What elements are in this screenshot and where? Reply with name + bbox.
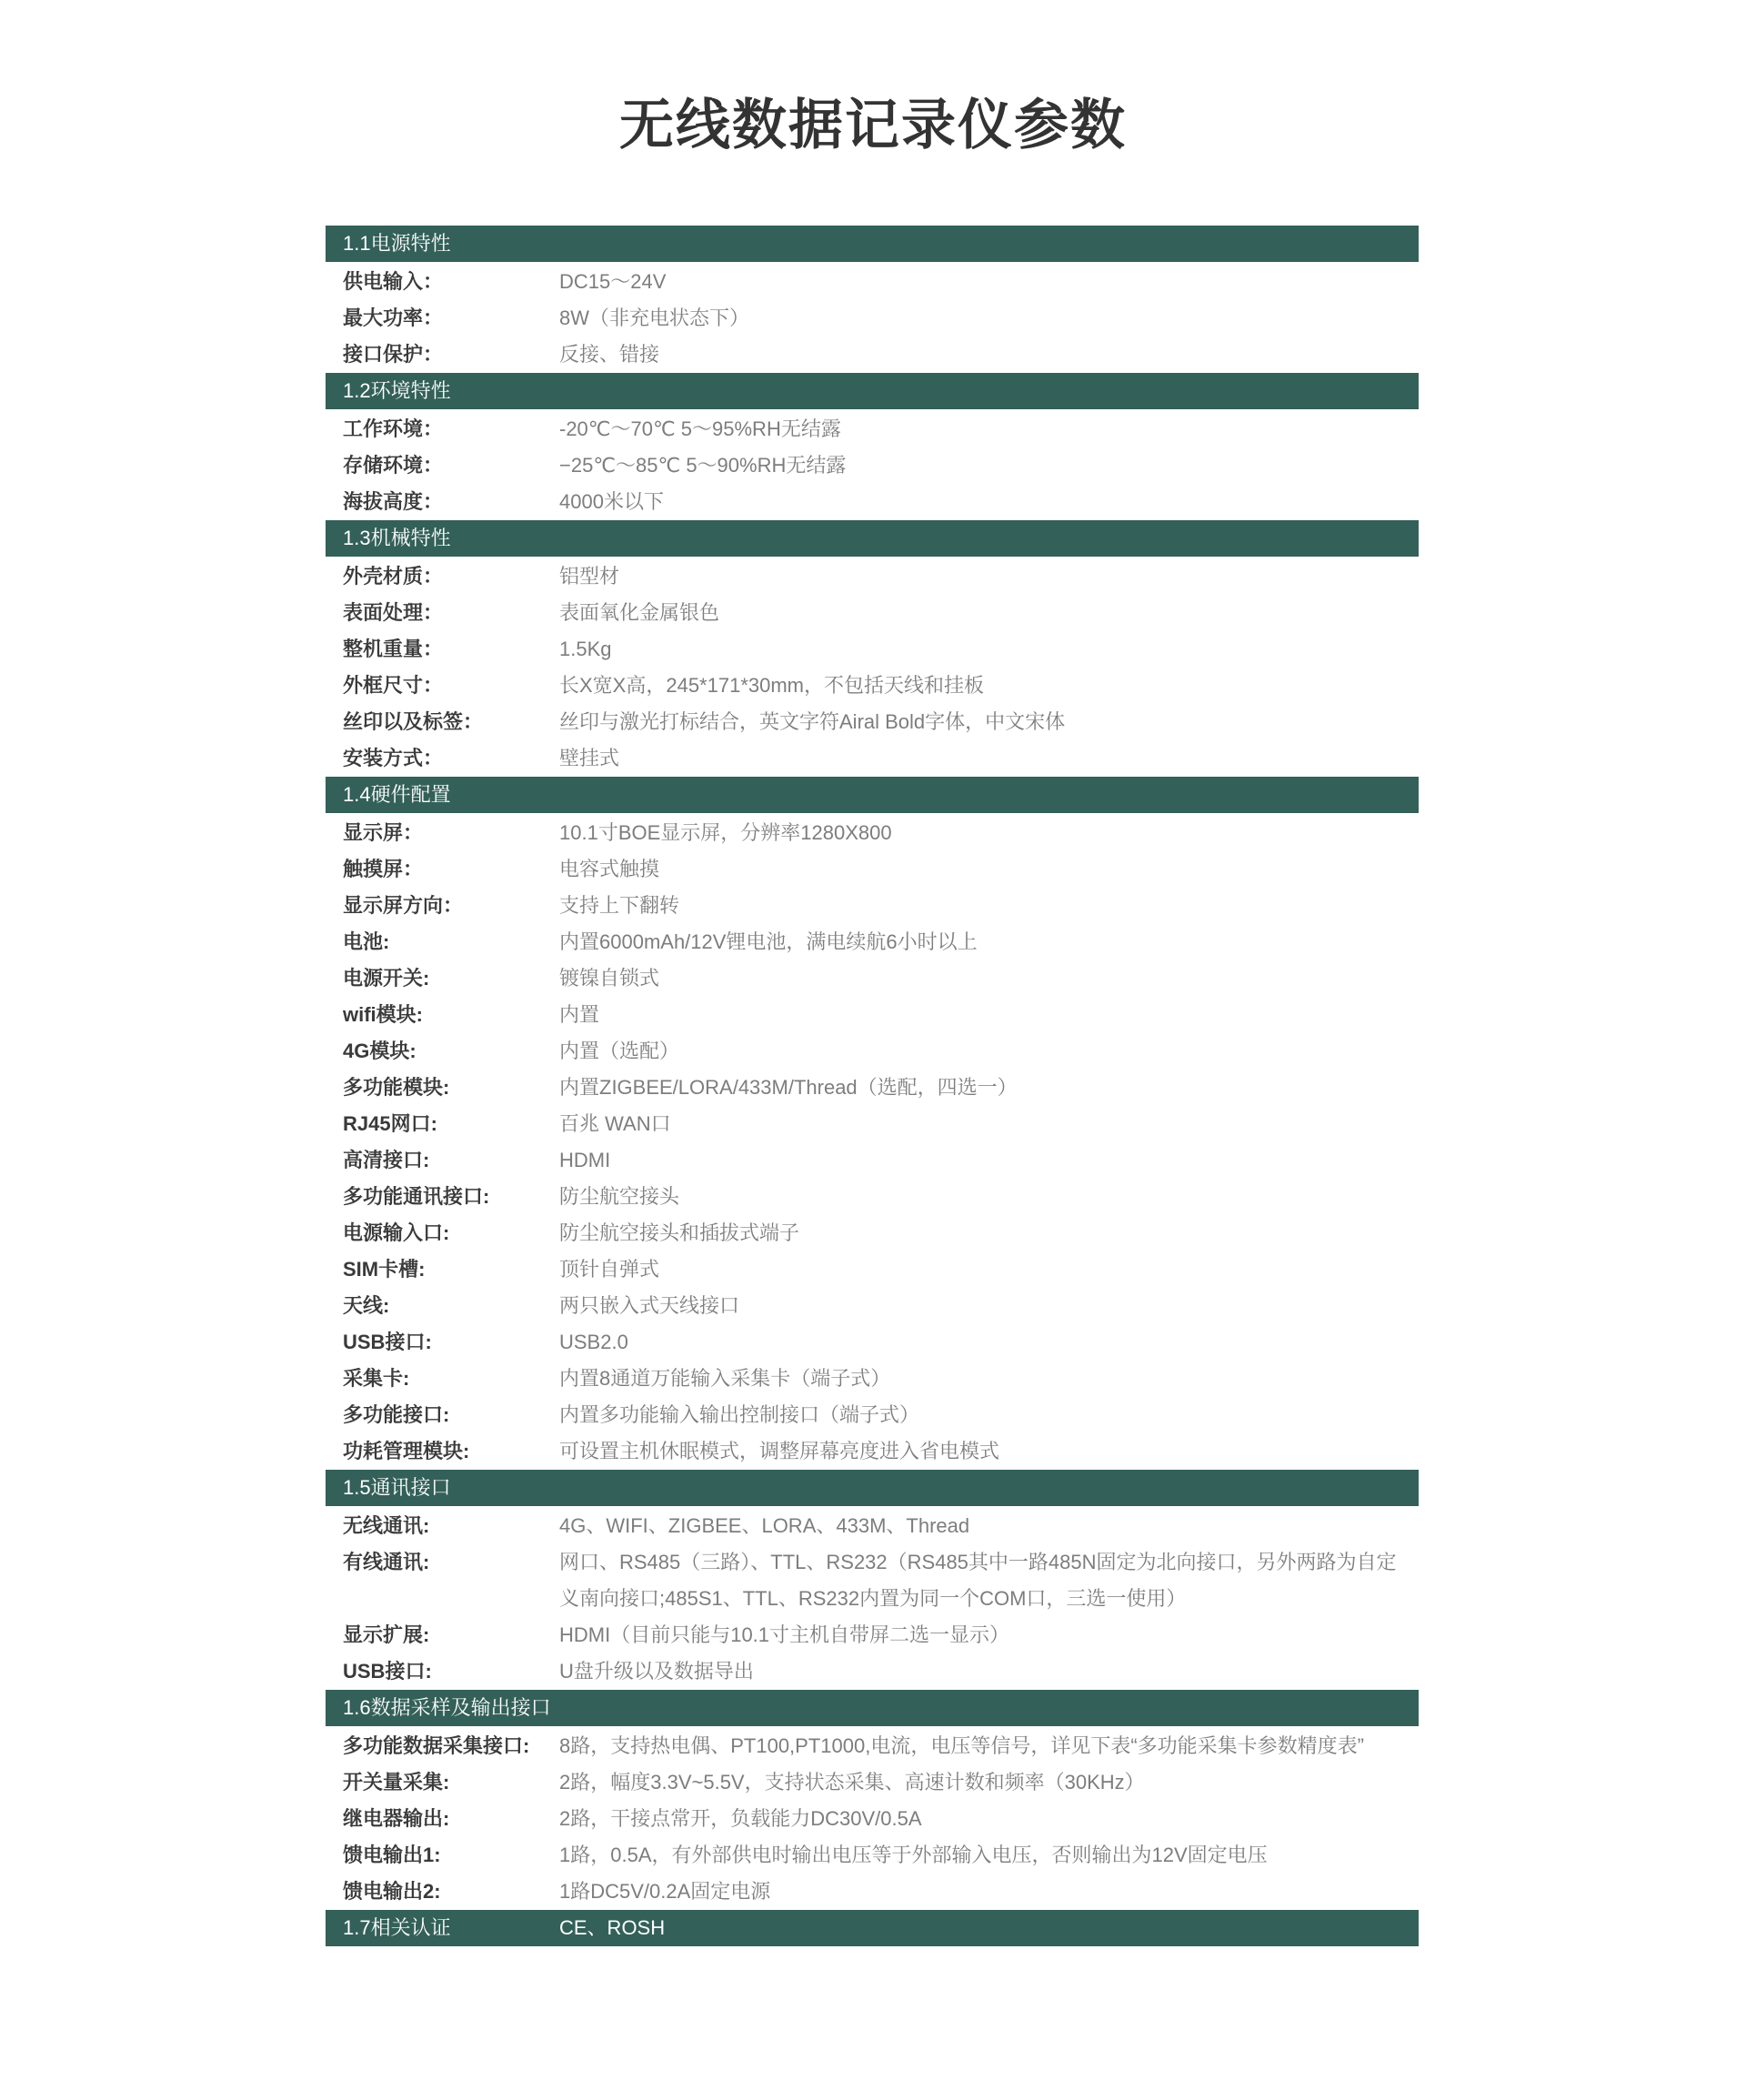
spec-label: 有线通讯: [343,1551,430,1573]
spec-label: USB接口: [343,1331,432,1353]
spec-row [326,595,1419,631]
spec-value: 1路DC5V/0.2A固定电源 [559,1880,771,1903]
spec-label: 采集卡: [343,1367,410,1390]
spec-row [326,997,1419,1033]
spec-value: 壁挂式 [559,747,620,769]
spec-row [326,337,1419,373]
spec-row [326,815,1419,851]
spec-value: USB2.0 [559,1331,628,1353]
spec-label: 最大功率： [343,306,444,329]
spec-label: 海拔高度： [343,490,444,513]
section-header-value [559,520,1419,557]
spec-row [326,740,1419,777]
spec-value: 长X宽X高，245*171*30mm，不包括天线和挂板 [559,674,985,697]
spec-row [326,264,1419,300]
spec-label: SIM卡槽: [343,1258,426,1281]
section-header-label: 1.5通讯接口 [343,1476,451,1499]
spec-row [326,1361,1419,1397]
spec-row [326,888,1419,924]
section-header-value [559,777,1419,813]
spec-row [326,924,1419,960]
spec-value: 4G、WIFI、ZIGBEE、LORA、433M、Thread [559,1514,970,1537]
spec-value: 防尘航空接头 [559,1185,680,1208]
spec-label: 触摸屏： [343,858,424,880]
spec-label: 接口保护： [343,343,444,366]
section-header-value [559,226,1419,262]
spec-row [326,1070,1419,1106]
spec-label: 馈电输出2: [343,1880,441,1903]
spec-value: 内置6000mAh/12V锂电池，满电续航6小时以上 [559,930,978,953]
spec-value: 电容式触摸 [559,858,660,880]
spec-label: 功耗管理模块: [343,1440,470,1462]
section-header-label: 1.4硬件配置 [343,783,451,806]
spec-row [326,484,1419,520]
section-header-value [559,1690,1419,1726]
spec-row [326,1142,1419,1179]
spec-row [326,1728,1419,1764]
section-header-value [559,373,1419,409]
page-title: 无线数据记录仪参数 [619,95,1127,156]
section-header-label: 1.2环境特性 [343,379,451,402]
spec-label: 电源开关: [343,967,430,990]
spec-row [326,1215,1419,1251]
spec-row [326,300,1419,337]
spec-row [326,960,1419,997]
spec-value: 反接、错接 [559,343,660,366]
spec-label: 显示屏： [343,821,424,844]
spec-row [326,1433,1419,1470]
spec-label: 4G模块: [343,1040,416,1062]
spec-label: USB接口: [343,1660,432,1683]
spec-label: 电池: [343,930,390,953]
spec-label: 高清接口: [343,1149,430,1171]
spec-label: 多功能模块: [343,1076,450,1099]
spec-row [326,1179,1419,1215]
spec-value: 铝型材 [559,565,620,588]
spec-value: 2路，干接点常开，负载能力DC30V/0.5A [559,1807,922,1830]
spec-label: 开关量采集: [343,1771,450,1794]
spec-value: 1路，0.5A，有外部供电时输出电压等于外部输入电压，否则输出为12V固定电压 [559,1844,1268,1866]
certification-value: CE、ROSH [559,1916,666,1939]
spec-row [326,1106,1419,1142]
spec-row [326,1251,1419,1288]
spec-value: 网口、RS485（三路）、TTL、RS232（RS485其中一路485N固定为北向接口，另外两路为自定义南向接口;485S1、TTL、RS232内置为同一个COM口，三选一使用） [559,1551,1397,1610]
section-header-power [326,226,1419,262]
spec-label: 表面处理： [343,601,444,624]
spec-value: 镀镍自锁式 [559,967,660,990]
spec-row [326,1617,1419,1653]
spec-label: 显示扩展: [343,1623,430,1646]
spec-value: 2路，幅度3.3V~5.5V，支持状态采集、高速计数和频率（30KHz） [559,1771,1145,1794]
spec-label: 馈电输出1: [343,1844,441,1866]
spec-value: 8路，支持热电偶、PT100,PT1000,电流，电压等信号，详见下表“多功能采集卡参数精度表” [559,1734,1364,1757]
spec-value: 两只嵌入式天线接口 [559,1294,740,1317]
section-header-label: 1.7相关认证 [343,1916,451,1939]
spec-value: 防尘航空接头和插拔式端子 [559,1221,800,1244]
spec-row [326,1764,1419,1801]
spec-label: 供电输入： [343,270,444,293]
spec-value: 顶针自弹式 [559,1258,660,1281]
spec-table [326,226,1419,1946]
spec-value: 内置ZIGBEE/LORA/433M/Thread（选配，四选一） [559,1076,1018,1099]
spec-row [326,1033,1419,1070]
spec-row [326,1544,1419,1617]
spec-label: 多功能数据采集接口: [343,1734,530,1757]
spec-value: 10.1寸BOE显示屏，分辨率1280X800 [559,821,892,844]
spec-row [326,1508,1419,1544]
section-header-mechanical [326,520,1419,557]
spec-row [326,851,1419,888]
section-header-certification [326,1910,1419,1946]
spec-label: 丝印以及标签： [343,710,484,733]
spec-value: 内置8通道万能输入采集卡（端子式） [559,1367,891,1390]
spec-value: 丝印与激光打标结合，英文字符Airal Bold字体，中文宋体 [559,710,1066,733]
section-header-label: 1.3机械特性 [343,527,451,549]
spec-value: 内置（选配） [559,1040,680,1062]
spec-label: 无线通讯: [343,1514,430,1537]
spec-row [326,1397,1419,1433]
spec-label: 显示屏方向： [343,894,464,917]
spec-value: 4000米以下 [559,490,664,513]
spec-label: 工作环境： [343,417,444,440]
spec-row [326,411,1419,447]
spec-value: −25℃～85℃ 5～90%RH无结露 [559,454,847,477]
spec-row [326,668,1419,704]
spec-value: 内置多功能输入输出控制接口（端子式） [559,1403,920,1426]
spec-value: HDMI（目前只能与10.1寸主机自带屏二选一显示） [559,1623,1010,1646]
section-header-value [559,1470,1419,1506]
spec-label: 多功能通讯接口: [343,1185,490,1208]
spec-row [326,1288,1419,1324]
spec-row [326,1653,1419,1690]
spec-value: DC15～24V [559,270,667,293]
spec-label: wifi模块: [343,1003,423,1026]
spec-value: HDMI [559,1149,611,1171]
spec-label: 天线: [343,1294,390,1317]
spec-label: 外框尺寸： [343,674,444,697]
spec-value: 支持上下翻转 [559,894,680,917]
spec-value: -20℃～70℃ 5～95%RH无结露 [559,417,841,440]
section-header-hardware [326,777,1419,813]
spec-row [326,1324,1419,1361]
spec-row [326,1874,1419,1910]
spec-label: 存储环境： [343,454,444,477]
spec-value: 8W（非充电状态下） [559,306,750,329]
spec-value: 内置 [559,1003,600,1026]
section-header-sampling [326,1690,1419,1726]
spec-label: 继电器输出: [343,1807,450,1830]
spec-label: 电源输入口: [343,1221,450,1244]
spec-label: RJ45网口: [343,1112,437,1135]
spec-row [326,558,1419,595]
spec-value: U盘升级以及数据导出 [559,1660,754,1683]
spec-row [326,704,1419,740]
spec-label: 整机重量： [343,638,444,660]
spec-label: 外壳材质： [343,565,444,588]
spec-value: 1.5Kg [559,638,612,660]
spec-row [326,447,1419,484]
spec-value: 表面氧化金属银色 [559,601,720,624]
spec-row [326,631,1419,668]
spec-row [326,1801,1419,1837]
spec-label: 多功能接口: [343,1403,450,1426]
section-header-label: 1.1电源特性 [343,232,451,255]
spec-value: 百兆 WAN口 [559,1112,671,1135]
section-header-label: 1.6数据采样及输出接口 [343,1696,551,1719]
spec-row [326,1837,1419,1874]
section-header-environment [326,373,1419,409]
section-header-communication [326,1470,1419,1506]
spec-label: 安装方式： [343,747,444,769]
spec-value: 可设置主机休眠模式，调整屏幕亮度进入省电模式 [559,1440,1000,1462]
